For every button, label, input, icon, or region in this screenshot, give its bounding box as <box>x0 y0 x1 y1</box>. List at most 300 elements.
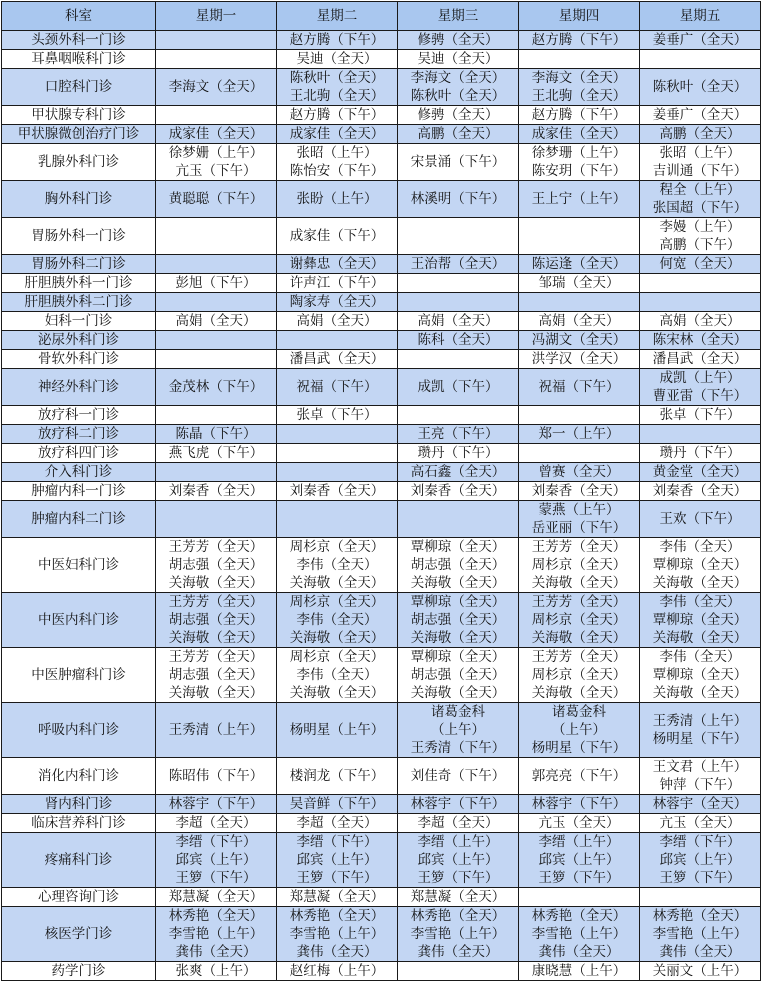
doctor-entry: 关海敬（全天） <box>410 575 506 591</box>
schedule-cell-tuesday <box>277 501 398 538</box>
doctor-entry: 林秀艳（全天） <box>531 908 627 924</box>
doctor-entry: 祝福（下午） <box>296 379 378 395</box>
doctor-entry: 林蓉宇（全天） <box>652 796 748 812</box>
doctor-entry: 王上宁（上午） <box>531 191 627 207</box>
schedule-cell-friday <box>640 814 761 833</box>
doctor-entry: 陈昭伟（下午） <box>168 768 264 784</box>
doctor-entry: 张卓（下午） <box>659 407 741 423</box>
header-department: 科室 <box>2 2 156 31</box>
doctor-entry: 成凯（上午） <box>659 370 741 386</box>
schedule-cell-thursday <box>519 181 640 218</box>
department-name: 肿瘤内科二门诊 <box>2 501 156 538</box>
department-name: 胃肠外科二门诊 <box>2 255 156 274</box>
schedule-cell-tuesday <box>277 888 398 907</box>
schedule-cell-monday <box>156 106 277 125</box>
schedule-cell-wednesday <box>398 144 519 181</box>
schedule-cell-tuesday <box>277 69 398 106</box>
doctor-entry: 王北驹（全天） <box>531 88 627 104</box>
schedule-cell-friday <box>640 425 761 444</box>
doctor-entry: 周杉京（全天） <box>289 594 385 610</box>
doctor-entry: 覃柳琼（全天） <box>410 539 506 555</box>
doctor-entry: 关海敬（全天） <box>168 630 264 646</box>
doctor-entry: 金茂林（下午） <box>168 379 264 395</box>
doctor-entry: 龚伟（全天） <box>296 944 378 960</box>
schedule-cell-tuesday <box>277 833 398 888</box>
doctor-entry: 王芳芳（全天） <box>531 594 627 610</box>
schedule-cell-monday <box>156 962 277 981</box>
doctor-entry: 赵红梅（上午） <box>289 963 385 979</box>
doctor-entry: 李缙（上午） <box>417 834 499 850</box>
schedule-cell-monday <box>156 538 277 593</box>
doctor-entry: 胡志强（全天） <box>168 557 264 573</box>
doctor-entry: 刘秦香（全天） <box>168 483 264 499</box>
schedule-cell-friday <box>640 482 761 501</box>
schedule-cell-wednesday <box>398 593 519 648</box>
schedule-cell-tuesday <box>277 482 398 501</box>
doctor-entry: 许声江（下午） <box>289 275 385 291</box>
doctor-entry: 何宽（全天） <box>659 256 741 272</box>
schedule-cell-wednesday <box>398 312 519 331</box>
doctor-entry: 周杉京（全天） <box>289 539 385 555</box>
schedule-cell-wednesday <box>398 406 519 425</box>
doctor-entry: 王秀清（上午） <box>652 713 748 729</box>
schedule-cell-thursday <box>519 406 640 425</box>
schedule-cell-tuesday <box>277 293 398 312</box>
schedule-cell-tuesday <box>277 648 398 703</box>
doctor-entry: 张爽（上午） <box>175 963 257 979</box>
department-name: 中医内科门诊 <box>2 593 156 648</box>
schedule-cell-monday <box>156 444 277 463</box>
schedule-cell-thursday <box>519 648 640 703</box>
department-name: 肿瘤内科一门诊 <box>2 482 156 501</box>
schedule-cell-thursday <box>519 833 640 888</box>
schedule-cell-monday <box>156 31 277 50</box>
department-name: 心理咨询门诊 <box>2 888 156 907</box>
department-name: 妇科一门诊 <box>2 312 156 331</box>
schedule-cell-monday <box>156 406 277 425</box>
doctor-entry: 蒙燕（上午） <box>538 502 620 518</box>
schedule-cell-wednesday <box>398 274 519 293</box>
schedule-cell-tuesday <box>277 255 398 274</box>
doctor-entry: 李雪艳（上午） <box>531 926 627 942</box>
table-row <box>2 538 761 593</box>
schedule-cell-wednesday <box>398 50 519 69</box>
schedule-cell-monday <box>156 293 277 312</box>
doctor-entry: 周杉京（全天） <box>289 649 385 665</box>
doctor-entry: 杨明星（下午） <box>531 740 627 756</box>
doctor-entry: 杨明星（下午） <box>652 731 748 747</box>
schedule-cell-wednesday <box>398 31 519 50</box>
schedule-cell-tuesday <box>277 369 398 406</box>
doctor-entry: 刘秦香（全天） <box>531 483 627 499</box>
schedule-cell-friday <box>640 50 761 69</box>
schedule-cell-friday <box>640 463 761 482</box>
schedule-cell-wednesday <box>398 69 519 106</box>
header-friday: 星期五 <box>640 2 761 31</box>
doctor-entry: 洪学汉（全天） <box>531 351 627 367</box>
doctor-entry: 黄金堂（全天） <box>652 464 748 480</box>
header-wednesday: 星期三 <box>398 2 519 31</box>
doctor-entry: 关海敬（全天） <box>289 685 385 701</box>
doctor-entry: 李伟（全天） <box>659 594 741 610</box>
doctor-entry: 邹瑞（全天） <box>538 275 620 291</box>
schedule-cell-tuesday <box>277 274 398 293</box>
doctor-entry: 岳亚丽（下午） <box>531 520 627 536</box>
schedule-cell-friday <box>640 406 761 425</box>
schedule-cell-monday <box>156 482 277 501</box>
doctor-entry: 王箩（下午） <box>175 870 257 886</box>
schedule-cell-monday <box>156 255 277 274</box>
schedule-header <box>2 2 761 31</box>
department-name: 耳鼻咽喉科门诊 <box>2 50 156 69</box>
doctor-entry: 郑一（上午） <box>538 426 620 442</box>
table-row <box>2 907 761 962</box>
doctor-entry: 王箩（下午） <box>538 870 620 886</box>
doctor-entry: 亢玉（全天） <box>659 815 741 831</box>
doctor-entry: 陈运逢（全天） <box>531 256 627 272</box>
doctor-entry: 王文君（上午） <box>652 759 748 775</box>
schedule-cell-friday <box>640 125 761 144</box>
doctor-entry: 王欢（下午） <box>659 511 741 527</box>
schedule-cell-wednesday <box>398 888 519 907</box>
schedule-cell-monday <box>156 814 277 833</box>
schedule-cell-wednesday <box>398 758 519 795</box>
doctor-entry: 覃柳琼（全天） <box>410 649 506 665</box>
schedule-cell-tuesday <box>277 444 398 463</box>
schedule-cell-friday <box>640 593 761 648</box>
schedule-cell-thursday <box>519 274 640 293</box>
doctor-entry: 宋景涌（下午） <box>410 154 506 170</box>
schedule-cell-friday <box>640 501 761 538</box>
doctor-entry: 李缙（上午） <box>538 834 620 850</box>
doctor-entry: 李雪艳（上午） <box>168 926 264 942</box>
schedule-cell-thursday <box>519 703 640 758</box>
schedule-cell-tuesday <box>277 406 398 425</box>
schedule-cell-thursday <box>519 444 640 463</box>
doctor-entry: 陈秋叶（全天） <box>410 88 506 104</box>
schedule-cell-monday <box>156 50 277 69</box>
schedule-cell-tuesday <box>277 593 398 648</box>
doctor-entry: 张昭（上午） <box>296 145 378 161</box>
doctor-entry: 关海敬（全天） <box>410 685 506 701</box>
schedule-cell-tuesday <box>277 106 398 125</box>
schedule-cell-thursday <box>519 125 640 144</box>
doctor-entry: 王芳芳（全天） <box>168 594 264 610</box>
department-name: 乳腺外科门诊 <box>2 144 156 181</box>
doctor-entry: 亢玉（下午） <box>175 163 257 179</box>
doctor-entry: 李缙（下午） <box>175 834 257 850</box>
doctor-entry: 李海文（全天） <box>410 70 506 86</box>
clinic-schedule-table <box>1 1 761 981</box>
schedule-cell-friday <box>640 274 761 293</box>
department-name: 中医肿瘤科门诊 <box>2 648 156 703</box>
doctor-entry: 高鹏（全天） <box>659 126 741 142</box>
schedule-cell-friday <box>640 444 761 463</box>
table-row <box>2 425 761 444</box>
doctor-entry: 高娟（全天） <box>296 313 378 329</box>
doctor-entry: 赵方腾（下午） <box>531 32 627 48</box>
schedule-cell-thursday <box>519 907 640 962</box>
schedule-cell-thursday <box>519 463 640 482</box>
schedule-cell-tuesday <box>277 795 398 814</box>
doctor-entry: 成家佳（下午） <box>289 228 385 244</box>
doctor-entry: 关海敬（全天） <box>652 630 748 646</box>
schedule-cell-monday <box>156 758 277 795</box>
doctor-entry: 黄聪聪（下午） <box>168 191 264 207</box>
schedule-cell-wednesday <box>398 444 519 463</box>
table-row <box>2 293 761 312</box>
doctor-entry: 高娟（全天） <box>659 313 741 329</box>
doctor-entry: 覃柳琼（全天） <box>410 594 506 610</box>
doctor-entry: 彭旭（下午） <box>175 275 257 291</box>
schedule-cell-friday <box>640 907 761 962</box>
doctor-entry: 李伟（全天） <box>296 667 378 683</box>
schedule-cell-thursday <box>519 482 640 501</box>
schedule-cell-tuesday <box>277 144 398 181</box>
schedule-cell-friday <box>640 703 761 758</box>
table-row <box>2 814 761 833</box>
doctor-entry: 瓒丹（下午） <box>659 445 741 461</box>
schedule-cell-wednesday <box>398 181 519 218</box>
department-name: 骨软外科门诊 <box>2 350 156 369</box>
table-row <box>2 106 761 125</box>
department-name: 放疗科二门诊 <box>2 425 156 444</box>
doctor-entry: 覃柳琼（全天） <box>652 667 748 683</box>
schedule-cell-thursday <box>519 144 640 181</box>
doctor-entry: 李海文（全天） <box>531 70 627 86</box>
table-row <box>2 463 761 482</box>
schedule-cell-wednesday <box>398 293 519 312</box>
schedule-cell-thursday <box>519 369 640 406</box>
department-name: 胃肠外科一门诊 <box>2 218 156 255</box>
doctor-entry: 郑慧凝（全天） <box>168 889 264 905</box>
schedule-cell-thursday <box>519 69 640 106</box>
schedule-cell-thursday <box>519 50 640 69</box>
doctor-entry: 周杉京（全天） <box>531 612 627 628</box>
schedule-cell-friday <box>640 538 761 593</box>
table-row <box>2 369 761 406</box>
department-name: 肾内科门诊 <box>2 795 156 814</box>
header-tuesday: 星期二 <box>277 2 398 31</box>
doctor-entry: 胡志强（全天） <box>168 612 264 628</box>
doctor-entry: 林秀艳（全天） <box>652 908 748 924</box>
schedule-cell-tuesday <box>277 181 398 218</box>
doctor-entry: 张盼（上午） <box>296 191 378 207</box>
doctor-entry: 李雪艳（上午） <box>289 926 385 942</box>
schedule-cell-monday <box>156 350 277 369</box>
doctor-entry: 潘昌武（全天） <box>652 351 748 367</box>
table-row <box>2 758 761 795</box>
table-row <box>2 962 761 981</box>
doctor-entry: 姜垂广（全天） <box>652 107 748 123</box>
schedule-cell-tuesday <box>277 350 398 369</box>
schedule-cell-tuesday <box>277 218 398 255</box>
doctor-entry: 陈秋叶（全天） <box>652 79 748 95</box>
table-row <box>2 69 761 106</box>
doctor-entry: 关海敬（全天） <box>289 630 385 646</box>
table-row <box>2 274 761 293</box>
doctor-entry: 邱宾（上午） <box>659 852 741 868</box>
doctor-entry: 关海敬（全天） <box>531 685 627 701</box>
doctor-entry: 潘昌武（全天） <box>289 351 385 367</box>
table-row <box>2 406 761 425</box>
table-row <box>2 833 761 888</box>
schedule-cell-monday <box>156 331 277 350</box>
department-name: 中医妇科门诊 <box>2 538 156 593</box>
doctor-entry: 龚伟（全天） <box>175 944 257 960</box>
department-name: 甲状腺专科门诊 <box>2 106 156 125</box>
doctor-entry: 关海敬（全天） <box>652 575 748 591</box>
doctor-entry: 王秀清（上午） <box>168 722 264 738</box>
schedule-cell-wednesday <box>398 501 519 538</box>
doctor-entry: 胡志强（全天） <box>410 612 506 628</box>
doctor-entry: 高娟（全天） <box>538 313 620 329</box>
doctor-entry: 李缙（下午） <box>659 834 741 850</box>
doctor-entry: 林蓉宇（下午） <box>531 796 627 812</box>
schedule-cell-monday <box>156 125 277 144</box>
schedule-cell-wednesday <box>398 814 519 833</box>
table-row <box>2 888 761 907</box>
schedule-cell-tuesday <box>277 312 398 331</box>
schedule-cell-thursday <box>519 31 640 50</box>
doctor-entry: （上午） <box>431 722 485 738</box>
schedule-cell-wednesday <box>398 106 519 125</box>
table-row <box>2 331 761 350</box>
department-name: 放疗科一门诊 <box>2 406 156 425</box>
doctor-entry: 覃柳琼（全天） <box>652 557 748 573</box>
schedule-cell-monday <box>156 181 277 218</box>
schedule-cell-friday <box>640 31 761 50</box>
doctor-entry: 王芳芳（全天） <box>531 539 627 555</box>
schedule-cell-thursday <box>519 538 640 593</box>
schedule-cell-wednesday <box>398 703 519 758</box>
doctor-entry: 关海敬（全天） <box>531 575 627 591</box>
department-name: 甲状腺微创治疗门诊 <box>2 125 156 144</box>
doctor-entry: 李超（全天） <box>417 815 499 831</box>
doctor-entry: 高鹏（下午） <box>659 237 741 253</box>
schedule-cell-wednesday <box>398 538 519 593</box>
doctor-entry: 陈安玥（下午） <box>531 163 627 179</box>
schedule-cell-tuesday <box>277 758 398 795</box>
doctor-entry: 关海敬（全天） <box>168 685 264 701</box>
schedule-cell-monday <box>156 593 277 648</box>
doctor-entry: 王箩（下午） <box>659 870 741 886</box>
schedule-cell-thursday <box>519 218 640 255</box>
schedule-cell-wednesday <box>398 369 519 406</box>
schedule-cell-tuesday <box>277 703 398 758</box>
schedule-cell-wednesday <box>398 218 519 255</box>
doctor-entry: 高娟（全天） <box>175 313 257 329</box>
department-name: 核医学门诊 <box>2 907 156 962</box>
doctor-entry: 曾赛（全天） <box>538 464 620 480</box>
doctor-entry: 高鹏（全天） <box>417 126 499 142</box>
schedule-cell-thursday <box>519 255 640 274</box>
schedule-cell-friday <box>640 962 761 981</box>
schedule-cell-wednesday <box>398 425 519 444</box>
doctor-entry: 胡志强（全天） <box>168 667 264 683</box>
doctor-entry: 李嫚（上午） <box>659 219 741 235</box>
doctor-entry: 瓒丹（下午） <box>417 445 499 461</box>
schedule-cell-thursday <box>519 814 640 833</box>
table-row <box>2 50 761 69</box>
schedule-cell-monday <box>156 907 277 962</box>
schedule-cell-wednesday <box>398 907 519 962</box>
doctor-entry: 王芳芳（全天） <box>168 539 264 555</box>
schedule-cell-thursday <box>519 501 640 538</box>
doctor-entry: 李雪艳（上午） <box>410 926 506 942</box>
schedule-cell-tuesday <box>277 907 398 962</box>
doctor-entry: 覃柳琼（全天） <box>652 612 748 628</box>
doctor-entry: 王秀清（下午） <box>410 740 506 756</box>
schedule-cell-tuesday <box>277 50 398 69</box>
table-row <box>2 703 761 758</box>
department-name: 消化内科门诊 <box>2 758 156 795</box>
doctor-entry: 成家佳（全天） <box>531 126 627 142</box>
doctor-entry: 刘佳奇（下午） <box>410 768 506 784</box>
schedule-cell-friday <box>640 648 761 703</box>
department-name: 药学门诊 <box>2 962 156 981</box>
doctor-entry: 曹亚雷（下午） <box>652 388 748 404</box>
doctor-entry: 李伟（全天） <box>659 539 741 555</box>
table-row <box>2 255 761 274</box>
schedule-cell-monday <box>156 218 277 255</box>
table-row <box>2 181 761 218</box>
doctor-entry: 赵方腾（下午） <box>531 107 627 123</box>
department-name: 疼痛科门诊 <box>2 833 156 888</box>
doctor-entry: 亢玉（全天） <box>538 815 620 831</box>
doctor-entry: 李超（全天） <box>296 815 378 831</box>
doctor-entry: 林秀艳（全天） <box>289 908 385 924</box>
doctor-entry: 陈宋林（全天） <box>652 332 748 348</box>
table-row <box>2 501 761 538</box>
schedule-cell-thursday <box>519 331 640 350</box>
doctor-entry: 吴迪（全天） <box>417 51 499 67</box>
doctor-entry: 高石鑫（全天） <box>410 464 506 480</box>
schedule-cell-wednesday <box>398 255 519 274</box>
doctor-entry: （上午） <box>552 722 606 738</box>
doctor-entry: 王北驹（全天） <box>289 88 385 104</box>
schedule-cell-friday <box>640 312 761 331</box>
schedule-cell-wednesday <box>398 350 519 369</box>
schedule-cell-tuesday <box>277 125 398 144</box>
doctor-entry: 周杉京（全天） <box>531 667 627 683</box>
doctor-entry: 王箩（下午） <box>417 870 499 886</box>
doctor-entry: 林蓉宇（下午） <box>410 796 506 812</box>
schedule-cell-monday <box>156 833 277 888</box>
doctor-entry: 陈怡安（下午） <box>289 163 385 179</box>
doctor-entry: 吉训通（下午） <box>652 163 748 179</box>
table-row <box>2 312 761 331</box>
schedule-cell-thursday <box>519 962 640 981</box>
doctor-entry: 徐梦姗（上午） <box>168 145 264 161</box>
schedule-cell-thursday <box>519 312 640 331</box>
schedule-cell-friday <box>640 69 761 106</box>
schedule-cell-thursday <box>519 106 640 125</box>
schedule-cell-tuesday <box>277 463 398 482</box>
table-row <box>2 593 761 648</box>
schedule-cell-thursday <box>519 795 640 814</box>
schedule-cell-friday <box>640 350 761 369</box>
doctor-entry: 李超（全天） <box>175 815 257 831</box>
doctor-entry: 关海敬（全天） <box>410 630 506 646</box>
doctor-entry: 燕飞虎（下午） <box>168 445 264 461</box>
schedule-cell-friday <box>640 181 761 218</box>
doctor-entry: 关海敬（全天） <box>531 630 627 646</box>
doctor-entry: 徐梦珊（上午） <box>531 145 627 161</box>
doctor-entry: 诸葛金科 <box>552 704 606 720</box>
department-name: 泌尿外科门诊 <box>2 331 156 350</box>
doctor-entry: 成凯（下午） <box>417 379 499 395</box>
